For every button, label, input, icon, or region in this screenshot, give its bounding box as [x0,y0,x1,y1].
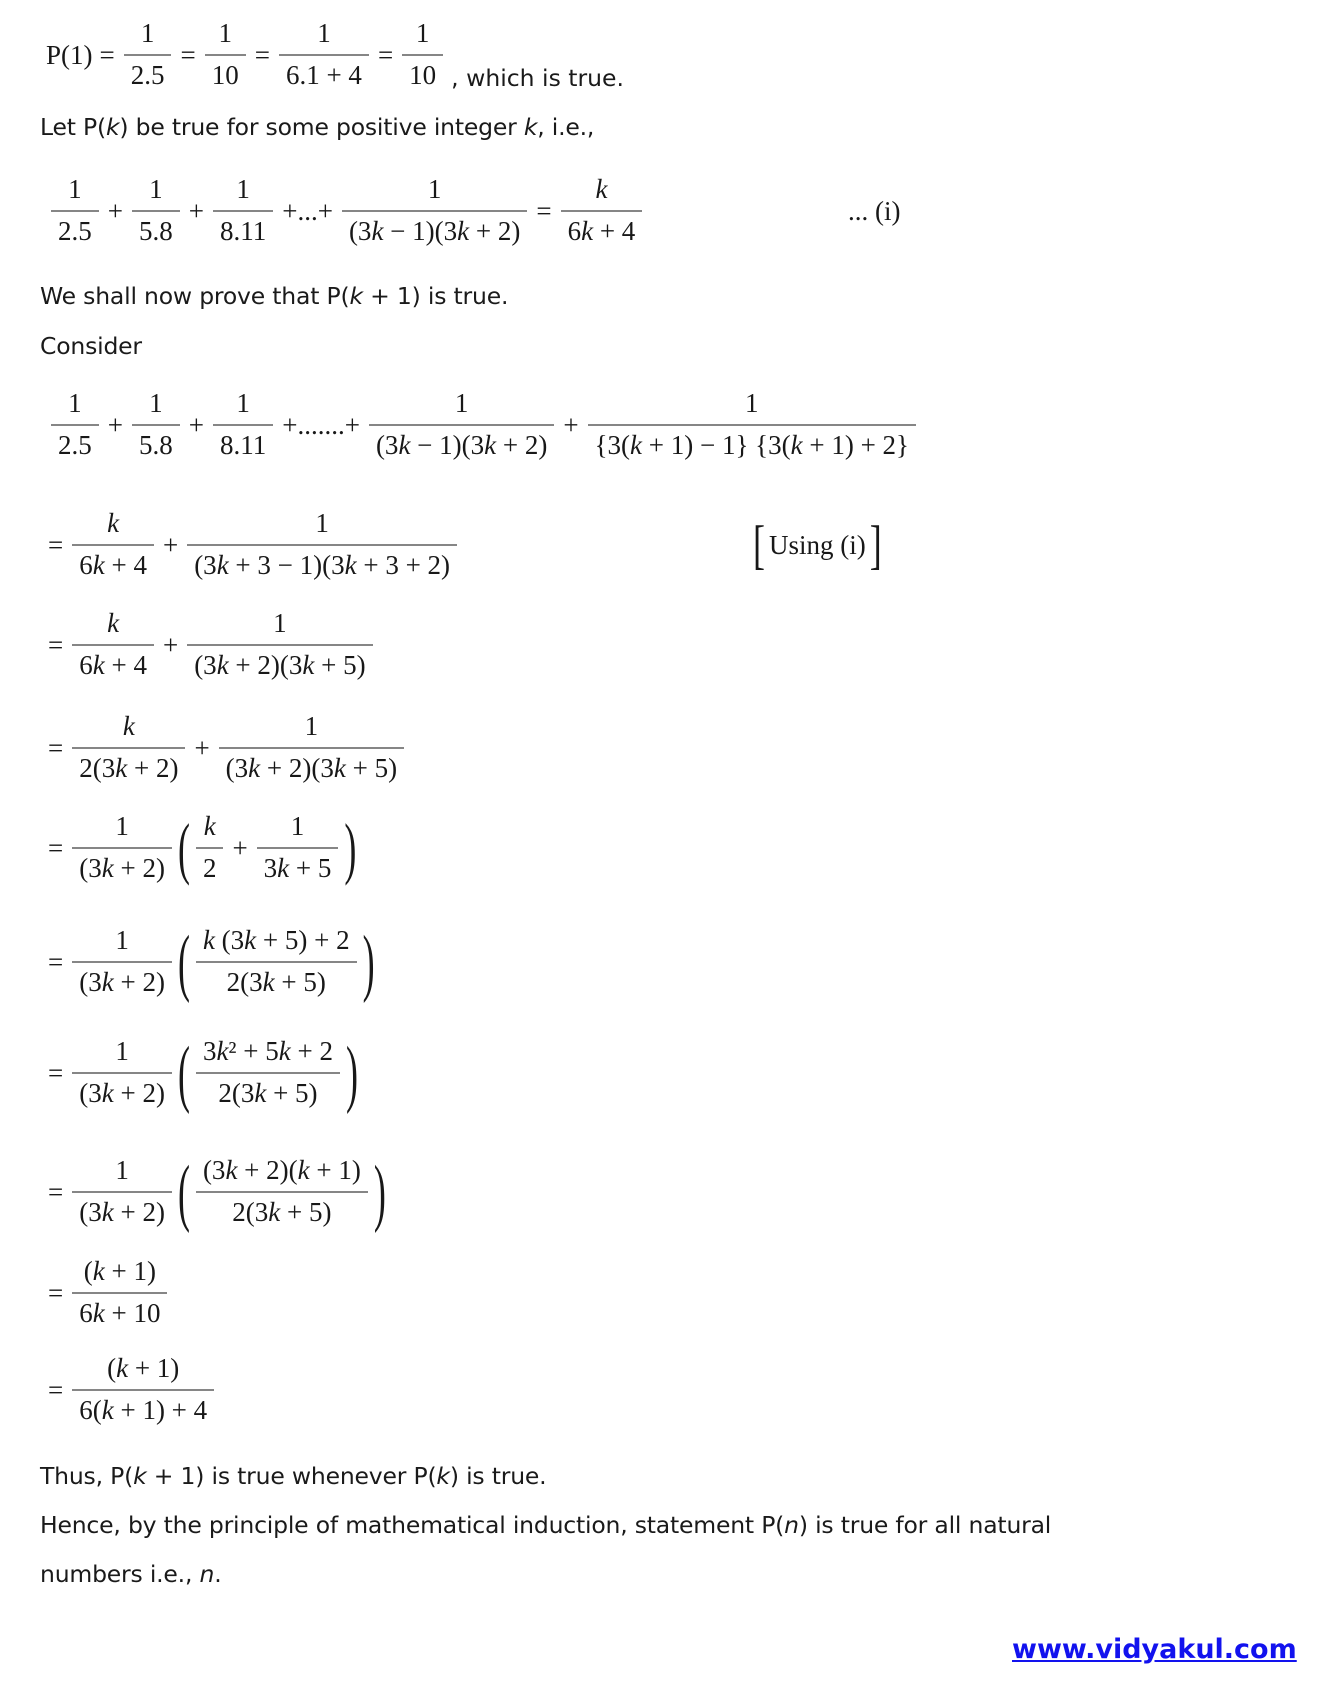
fraction-denominator: 2.5 [51,210,99,247]
math-fraction [51,175,99,246]
fraction-denominator: (3k + 2) [72,1191,172,1228]
fraction-numerator: 1 [115,1036,129,1067]
fraction-numerator: 1 [115,811,129,842]
fraction-denominator: 10 [402,54,443,91]
math-operator: = [48,1374,64,1405]
fraction-denominator: (3k − 1)(3k + 2) [369,424,554,461]
equation-step6-math [42,1031,361,1115]
equation-p1-check [45,12,624,98]
math-fraction [187,509,457,580]
fraction-numerator: 1 [115,1155,129,1186]
text-hence-principle [40,1511,1051,1539]
fraction-numerator: 1 [745,388,759,419]
math-fraction [72,1257,167,1328]
math-operator: = [180,39,196,70]
equation-step-substitute [42,497,460,593]
math-fraction [132,389,180,460]
fraction-denominator: 2 [196,847,224,884]
equation-step-common-factor-denominator [42,700,407,796]
text-segment: . [214,1560,222,1588]
math-fraction [205,19,246,90]
math-operator: + [162,629,179,660]
math-operator: + [232,832,248,863]
math-operator: +.......+ [282,409,360,440]
equation-using-note-math [750,515,885,575]
fraction-numerator: k [107,608,120,639]
vidyakul-link[interactable]: www.vidyakul.com [1012,1634,1297,1665]
text-segment: ) is true for all natural [798,1511,1052,1539]
math-operator: = [48,732,64,763]
fraction-numerator: 1 [218,18,232,49]
fraction-denominator: (3k + 2) [72,1072,172,1109]
text-segment: n [199,1560,215,1588]
equation-consider-math [48,389,919,460]
fraction-numerator: 1 [273,608,287,639]
math-operator: = [48,529,64,560]
fraction-numerator: k (3k + 5) + 2 [202,925,350,956]
fraction-denominator: 6k + 10 [72,1292,167,1329]
math-fraction [219,712,404,783]
math-big-paren: ( [177,920,190,1004]
math-operator: = [48,1057,64,1088]
fraction-denominator: 2.5 [51,424,99,461]
text-segment: Consider [40,332,142,360]
fraction-numerator: k [203,811,216,842]
math-big-paren: ( [177,1031,190,1115]
equation-step-expand-numerator [42,1008,361,1138]
math-fraction [196,926,357,997]
math-big-paren: ) [373,1150,386,1234]
math-fraction [72,1037,172,1108]
math-operator: + [563,409,579,440]
equation-hypothesis-math [48,175,645,246]
fraction-denominator: (3k − 1)(3k + 2) [342,210,527,247]
fraction-denominator: 5.8 [132,210,180,247]
fraction-denominator: 2.5 [124,54,172,91]
fraction-numerator: k [122,711,135,742]
fraction-numerator: 1 [315,508,329,539]
fraction-numerator: (k + 1) [83,1256,156,1287]
math-fraction [72,609,154,680]
equation-step7-math [42,1150,389,1234]
equation-step2-math [42,609,376,680]
fraction-denominator: 6(k + 1) + 4 [72,1389,214,1426]
fraction-denominator: 6k + 4 [72,644,154,681]
equation-step8-math [42,1257,170,1328]
text-segment: k [133,1462,147,1490]
text-thus-conclusion [40,1462,546,1490]
math-fraction [369,389,554,460]
math-text: Using (i) [769,529,866,560]
fraction-denominator: (3k + 2) [72,847,172,884]
text-segment: Let P( [40,113,106,141]
math-fraction [342,175,527,246]
equation-step9-math [42,1354,217,1425]
math-operator: + [107,195,123,226]
fraction-denominator: 6.1 + 4 [279,54,369,91]
math-fraction [196,812,224,883]
fraction-denominator: 6k + 4 [561,210,643,247]
text-segment: n [784,1511,799,1539]
equation-step3-math [42,712,407,783]
equation-step4-math [42,810,359,886]
fraction-denominator: 6k + 4 [72,544,154,581]
equation-note-using-i [750,515,885,575]
math-operator: = [254,39,270,70]
text-we-shall-prove [40,282,508,310]
math-fraction [402,19,443,90]
math-operator: + [162,529,179,560]
fraction-numerator: 1 [290,811,305,842]
fraction-denominator: 8.11 [213,210,273,247]
equation-step-simplify [42,597,376,693]
fraction-numerator: k [595,174,608,205]
text-segment: k [523,113,538,141]
math-operator: = [48,1277,64,1308]
math-operator: = [99,39,115,70]
fraction-denominator: 2(3k + 2) [72,747,185,784]
text-segment: , i.e., [537,113,595,141]
fraction-numerator: 1 [115,925,129,956]
text-segment: k [105,113,120,141]
fraction-denominator: 8.11 [213,424,273,461]
text-numbers [40,1560,221,1588]
math-fraction [72,712,185,783]
text-consider [40,332,142,360]
fraction-numerator: 1 [236,174,250,205]
text-segment: Thus, P( [40,1462,134,1490]
fraction-denominator: (3k + 3 − 1)(3k + 3 + 2) [187,544,457,581]
math-operator: + [188,409,204,440]
equation-result-6k-plus-10 [42,1245,170,1341]
math-big-paren: [ [753,515,765,575]
text-segment: + 1) is true whenever P( [146,1462,437,1490]
text-segment: ) is true. [449,1462,547,1490]
fraction-numerator: 1 [454,388,469,419]
math-operator: = [48,629,64,660]
text-segment: + 1) is true. [362,282,509,310]
math-operator: = [48,946,64,977]
math-operator: = [48,832,64,863]
fraction-denominator: 5.8 [132,424,180,461]
text-segment: numbers i.e., [40,1560,200,1588]
math-big-paren: ( [177,810,190,886]
math-operator: = [48,1176,64,1207]
math-fraction [561,175,643,246]
text-segment: Hence, by the principle of mathematical induction, statement P( [40,1511,785,1539]
text-which-is-true [451,64,624,98]
fraction-numerator: 1 [140,18,155,49]
math-fraction [279,19,369,90]
text-let-pk [40,113,594,141]
math-operator: = [377,39,394,70]
math-fraction [72,812,172,883]
math-fraction [72,926,172,997]
fraction-denominator: (3k + 2) [72,961,172,998]
text-segment: k [436,1462,450,1490]
math-fraction [588,389,916,460]
equation-step1-math [42,509,460,580]
fraction-numerator: 1 [304,711,319,742]
fraction-numerator: 1 [149,174,163,205]
fraction-numerator: 1 [149,388,163,419]
fraction-numerator: (k + 1) [107,1353,180,1384]
math-big-paren: ( [177,1150,190,1234]
fraction-numerator: 1 [68,174,82,205]
math-fraction [132,175,180,246]
math-operator: + [107,409,123,440]
math-operator: = [536,195,552,226]
math-fraction [187,609,372,680]
fraction-numerator: 1 [317,18,331,49]
equation-step-factor-out [42,798,359,898]
fraction-denominator: 3k + 5 [257,847,339,884]
math-fraction [213,389,273,460]
math-fraction [196,1156,368,1227]
math-big-paren: ] [869,515,882,575]
math-fraction [72,1354,214,1425]
math-fraction [124,19,172,90]
fraction-denominator: 10 [205,54,246,91]
equation-p1-math [45,19,446,90]
fraction-numerator: 1 [68,388,82,419]
text-segment: ) be true for some positive integer [119,113,524,141]
fraction-numerator: 3k² + 5k + 2 [202,1036,333,1067]
math-fraction [196,1037,340,1108]
math-text: P(1) [46,39,93,70]
fraction-numerator: (3k + 2)(k + 1) [202,1155,361,1186]
equation-label-i: ... (i) [848,196,901,226]
fraction-denominator: (3k + 2)(3k + 5) [219,747,404,784]
equation-result-final [42,1342,217,1438]
text-segment: We shall now prove that P( [40,282,350,310]
math-big-paren: ) [344,810,357,886]
fraction-numerator: k [107,508,120,539]
fraction-denominator: {3(k + 1) − 1} {3(k + 1) + 2} [588,424,916,461]
fraction-denominator: (3k + 2)(3k + 5) [187,644,372,681]
math-fraction [72,509,154,580]
equation-step5-math [42,920,378,1004]
fraction-denominator: 2(3k + 5) [196,1072,340,1109]
equation-induction-hypothesis [48,163,645,259]
math-operator: +...+ [282,195,333,226]
equation-step-factorize [42,1127,389,1257]
math-fraction [257,812,339,883]
text-segment: k [349,282,363,310]
math-fraction [213,175,273,246]
math-fraction [72,1156,172,1227]
math-operator: + [194,732,210,763]
fraction-denominator: 2(3k + 5) [196,961,357,998]
fraction-denominator: 2(3k + 5) [196,1191,368,1228]
fraction-numerator: 1 [427,174,442,205]
math-big-paren: ) [362,920,375,1004]
fraction-numerator: 1 [415,18,430,49]
math-fraction [51,389,99,460]
math-operator: + [188,195,204,226]
text-segment: , which is true. [451,64,624,92]
fraction-numerator: 1 [236,388,250,419]
math-big-paren: ) [345,1031,358,1115]
equation-consider-sum [48,377,919,473]
